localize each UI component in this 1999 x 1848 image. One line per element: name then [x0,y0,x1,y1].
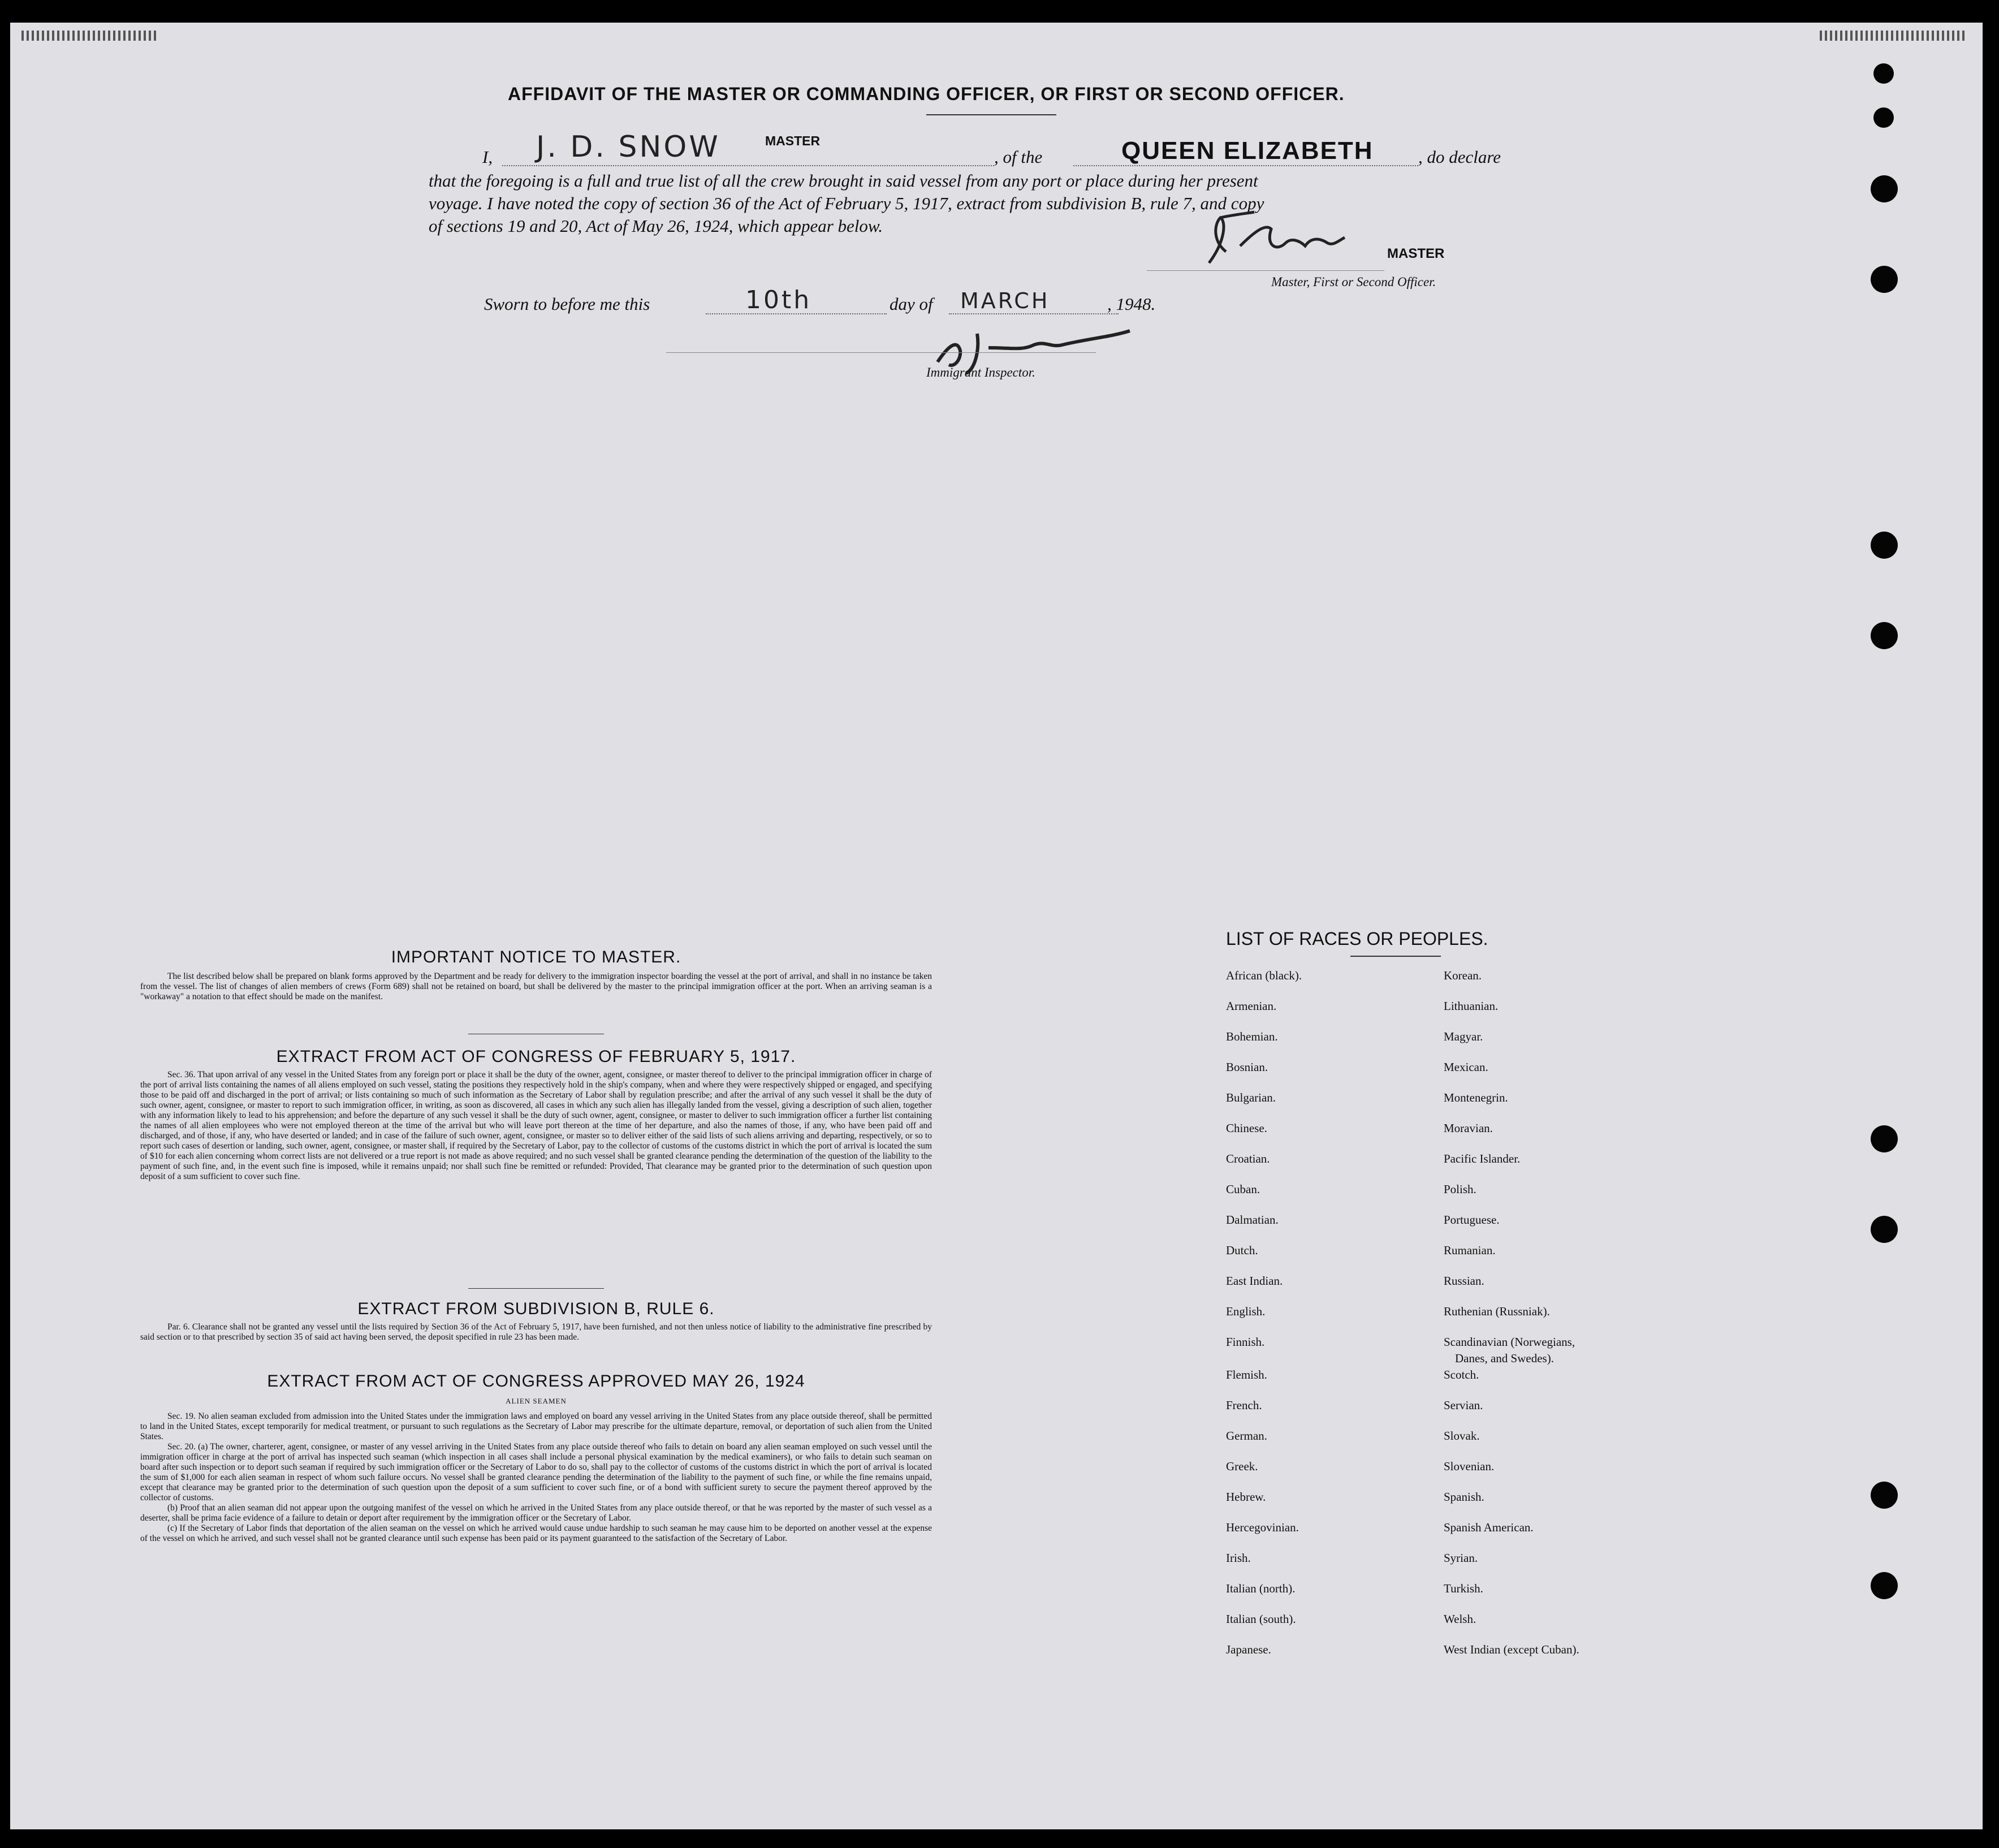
race-item: Russian. [1444,1274,1484,1288]
race-item: Turkish. [1444,1582,1483,1595]
race-item: Dutch. [1226,1243,1258,1257]
inspector-line [666,352,1096,353]
section-20b-text: (b) Proof that an alien seaman did not appear upon the outgoing manifest of the vessel on which he arrived in the United States from any place outside thereof, or that he was reported by the master of such vessel as a deserter, shall be prima facie evidence of a failure to detain or deport after requirement by the immigration officer or the Secretary of Labor. [140,1503,932,1523]
signature-stamp: MASTER [1387,246,1445,261]
race-item: Korean. [1444,969,1482,982]
extract-1917-body [140,1070,932,1182]
binder-hole [1873,63,1894,84]
races-rule [1350,956,1441,957]
section-20a-text: Sec. 20. (a) The owner, charterer, agent, consignee, or master of any vessel arriving in the United States from any place outside thereof who fails to detain on board any alien seaman employed on such vessel until the immigration officer in charge at the port of arrival has inspected such seaman (which inspection in all cases shall include a personal physical examination by the medical examiners), or who fails to detain such seaman on board after such inspection or to deport such seaman if required by such immigration officer or the Secretary of Labor to do so, shall pay to the collector of customs of the customs district in which the port of arrival is located the sum of $1,000 for each alien seaman in respect of whom such failure occurs. No vessel shall be granted clearance pending the determination of the liability to the payment of such fine, or while the fine remains unpaid, except that clearance may be granted prior to the determination of such question upon the deposit of a sum sufficient to cover such fine, or of a bond with sufficient surety to secure the payment thereof approved by the collector of customs. [140,1442,932,1502]
binder-hole [1871,1125,1898,1152]
rule-6-text: Par. 6. Clearance shall not be granted any vessel until the lists required by Section 36 of the Act of February 5, 1917, have been furnished, and not then unless notice of liability to the administrative fine prescribed by said section or to that prescribed by section 35 of said act having been served, the deposit specified in rule 23 has been made. [140,1322,932,1342]
race-item: Flemish. [1226,1368,1267,1381]
extract-1924-body [140,1411,932,1544]
race-item: Ruthenian (Russniak). [1444,1305,1550,1318]
edge-perforation [21,31,157,41]
race-item: Hercegovinian. [1226,1521,1299,1534]
of-the-label: , of the [994,147,1043,167]
section-rule [468,1288,604,1289]
title-rule [926,114,1056,115]
subdivision-title: EXTRACT FROM SUBDIVISION B, RULE 6. [357,1299,715,1318]
declaration-line-3: voyage. I have noted the copy of section 36 of the Act of February 5, 1917, extract from subdivision B, rule 7, and copy [429,193,1264,213]
race-item: Bohemian. [1226,1030,1278,1043]
races-title: LIST OF RACES OR PEOPLES. [1226,929,1488,949]
binder-hole [1871,1482,1898,1509]
master-name: J. D. SNOW [536,130,720,164]
race-item: Slovak. [1444,1429,1480,1443]
race-item: Mexican. [1444,1060,1488,1074]
notice-paragraph: The list described below shall be prepared on blank forms approved by the Department and be ready for delivery to the immigration inspector boarding the vessel at the port of arrival, and shall in no instance be taken from the vessel. The list of changes of alien members of crews (Form 689) shall not be retained on board, but shall be delivered by the master to the principal immigration officer at the port. When an arriving seaman is a "workaway" a notation to that effect should be made on the manifest. [140,972,932,1001]
race-item: German. [1226,1429,1267,1443]
race-item: African (black). [1226,969,1302,982]
subdivision-body [140,1322,932,1342]
race-item: Rumanian. [1444,1243,1496,1257]
race-item: Bosnian. [1226,1060,1268,1074]
race-item: Moravian. [1444,1121,1493,1135]
race-item: East Indian. [1226,1274,1283,1288]
notice-title: IMPORTANT NOTICE TO MASTER. [391,948,681,966]
vessel-blank [1073,165,1418,166]
race-item: Portuguese. [1444,1213,1500,1227]
binder-hole [1871,532,1898,559]
alien-seamen-subtitle: ALIEN SEAMEN [506,1397,567,1405]
race-item: Spanish American. [1444,1521,1534,1534]
race-item: Spanish. [1444,1490,1484,1504]
edge-perforation [1820,31,1967,41]
race-item: Japanese. [1226,1643,1271,1656]
race-item: Hebrew. [1226,1490,1266,1504]
name-blank [502,165,994,166]
signature-caption: Master, First or Second Officer. [1271,275,1436,289]
notice-body [140,972,932,1002]
race-item: French. [1226,1398,1262,1412]
race-item: Syrian. [1444,1551,1478,1565]
affidavit-title: AFFIDAVIT OF THE MASTER OR COMMANDING OFFICER, OR FIRST OR SECOND OFFICER. [508,84,1345,104]
binder-hole [1871,622,1898,649]
race-item: Polish. [1444,1182,1476,1196]
race-item: Armenian. [1226,999,1277,1013]
section-19-text: Sec. 19. No alien seaman excluded from admission into the United States under the immigration laws and employed on board any vessel arriving in the United States from any place outside thereof, shall be permitted to land in the United States, except temporarily for medical treatment, or pursuant to such regulations as the Secretary of Labor may prescribe for the ultimate departure, removal, or deportation of such alien from the United States. [140,1411,932,1441]
race-item: Chinese. [1226,1121,1267,1135]
declare-label: , do declare [1418,147,1501,167]
race-item: Italian (north). [1226,1582,1296,1595]
race-item: West Indian (except Cuban). [1444,1643,1579,1656]
declaration-prefix: I, [482,147,493,167]
master-stamp: MASTER [765,133,821,148]
sworn-day: 10th [745,286,812,314]
race-item: Lithuanian. [1444,999,1499,1013]
race-item: Montenegrin. [1444,1091,1508,1104]
section-36-text: Sec. 36. That upon arrival of any vessel in the United States from any foreign port or place it shall be the duty of the owner, agent, consignee, or master thereof to deliver to the principal immigration officer in charge of the port of arrival lists containing the names of all aliens employed on such vessel, stating the positions they respectively hold in the ship's company, when and where they were respectively shipped or engaged, and specifying those to be paid off and discharged in the port of arrival; or lists containing so much of such information as the Secretary of Labor shall by regulation prescribe; and after the arrival of any such vessel it shall be the duty of such owner, agent, consignee, or master to report to such immigration officer, in writing, as soon as discovered, all cases in which any such alien has illegally landed from the vessel, giving a description of such alien, together with any information likely to lead to his apprehension; and before the departure of any such vessel it shall be the duty of such owner, agent, consignee, or master to deliver to such immigration officer a further list containing the names of all alien employees who were not employed thereon at the time of the arrival but who will leave port thereon at the time of her departure, and also the names of those, if any, who have been paid off and discharged, and of those, if any, who have deserted or landed; and in case of the failure of such owner, agent, consignee, or master so to deliver either of the said lists of such aliens arriving and departing, respectively, or so to report such cases of desertion or landing, such owner, agent, consignee, or master shall, if required by the Secretary of Labor, pay to the collector of customs of the customs district in which the port of arrival is located the sum of $10 for each alien concerning whom correct lists are not delivered or a true report is not made as above required; and no such vessel shall be granted clearance pending the determination of the question of the liability to the payment of such fine, and, in the event such fine is imposed, while it remains unpaid; nor shall such fine be remitted or refunded: Provided, That clearance may be granted prior to the determination of such question upon deposit of a sum sufficient to cover such fine. [140,1070,932,1181]
extract-1917-title: EXTRACT FROM ACT OF CONGRESS OF FEBRUARY 5, 1917. [276,1047,796,1066]
race-item: Croatian. [1226,1152,1270,1165]
declaration-line-4: of sections 19 and 20, Act of May 26, 1924, which appear below. [429,216,883,236]
race-item: Cuban. [1226,1182,1260,1196]
race-item: Scandinavian (Norwegians, [1444,1335,1575,1349]
race-item: Dalmatian. [1226,1213,1279,1227]
binder-hole [1873,107,1894,128]
race-item: Greek. [1226,1460,1258,1473]
binder-hole [1871,266,1898,293]
race-item: Servian. [1444,1398,1483,1412]
month-blank [949,313,1119,314]
race-item: Bulgarian. [1226,1091,1276,1104]
race-item: Slovenian. [1444,1460,1495,1473]
sworn-prefix: Sworn to before me this [484,294,650,314]
race-item: Scotch. [1444,1368,1479,1381]
signature-line [1147,270,1384,271]
race-item: English. [1226,1305,1266,1318]
race-item: Italian (south). [1226,1612,1296,1626]
binder-hole [1871,1216,1898,1243]
vessel-name: QUEEN ELIZABETH [1121,137,1374,165]
inspector-caption: Immigrant Inspector. [926,365,1035,379]
extract-1924-title: EXTRACT FROM ACT OF CONGRESS APPROVED MAY 26, 1924 [267,1372,805,1391]
binder-hole [1871,175,1898,202]
sworn-month: MARCH [960,288,1050,313]
section-20c-text: (c) If the Secretary of Labor finds that deportation of the alien seaman on the vessel on which he arrived would cause undue hardship to such seaman he may cause him to be deported on another vessel at the expense of the vessel on which he arrived, and such vessel shall not be granted clearance until such expense has been paid or its payment guaranteed to the satisfaction of the Secretary of Labor. [140,1523,932,1543]
document-page [10,23,1983,1829]
binder-hole [1871,1572,1898,1599]
race-item: Irish. [1226,1551,1251,1565]
declaration-line-2: that the foregoing is a full and true list of all the crew brought in said vessel from any port or place during her present [429,171,1258,191]
master-signature [1186,206,1401,274]
sworn-year: , 1948. [1107,294,1156,314]
day-of-label: day of [890,294,933,314]
race-item: Finnish. [1226,1335,1265,1349]
race-item: Pacific Islander. [1444,1152,1521,1165]
race-continuation: Danes, and Swedes). [1455,1352,1554,1365]
race-item: Magyar. [1444,1030,1483,1043]
race-item: Welsh. [1444,1612,1476,1626]
